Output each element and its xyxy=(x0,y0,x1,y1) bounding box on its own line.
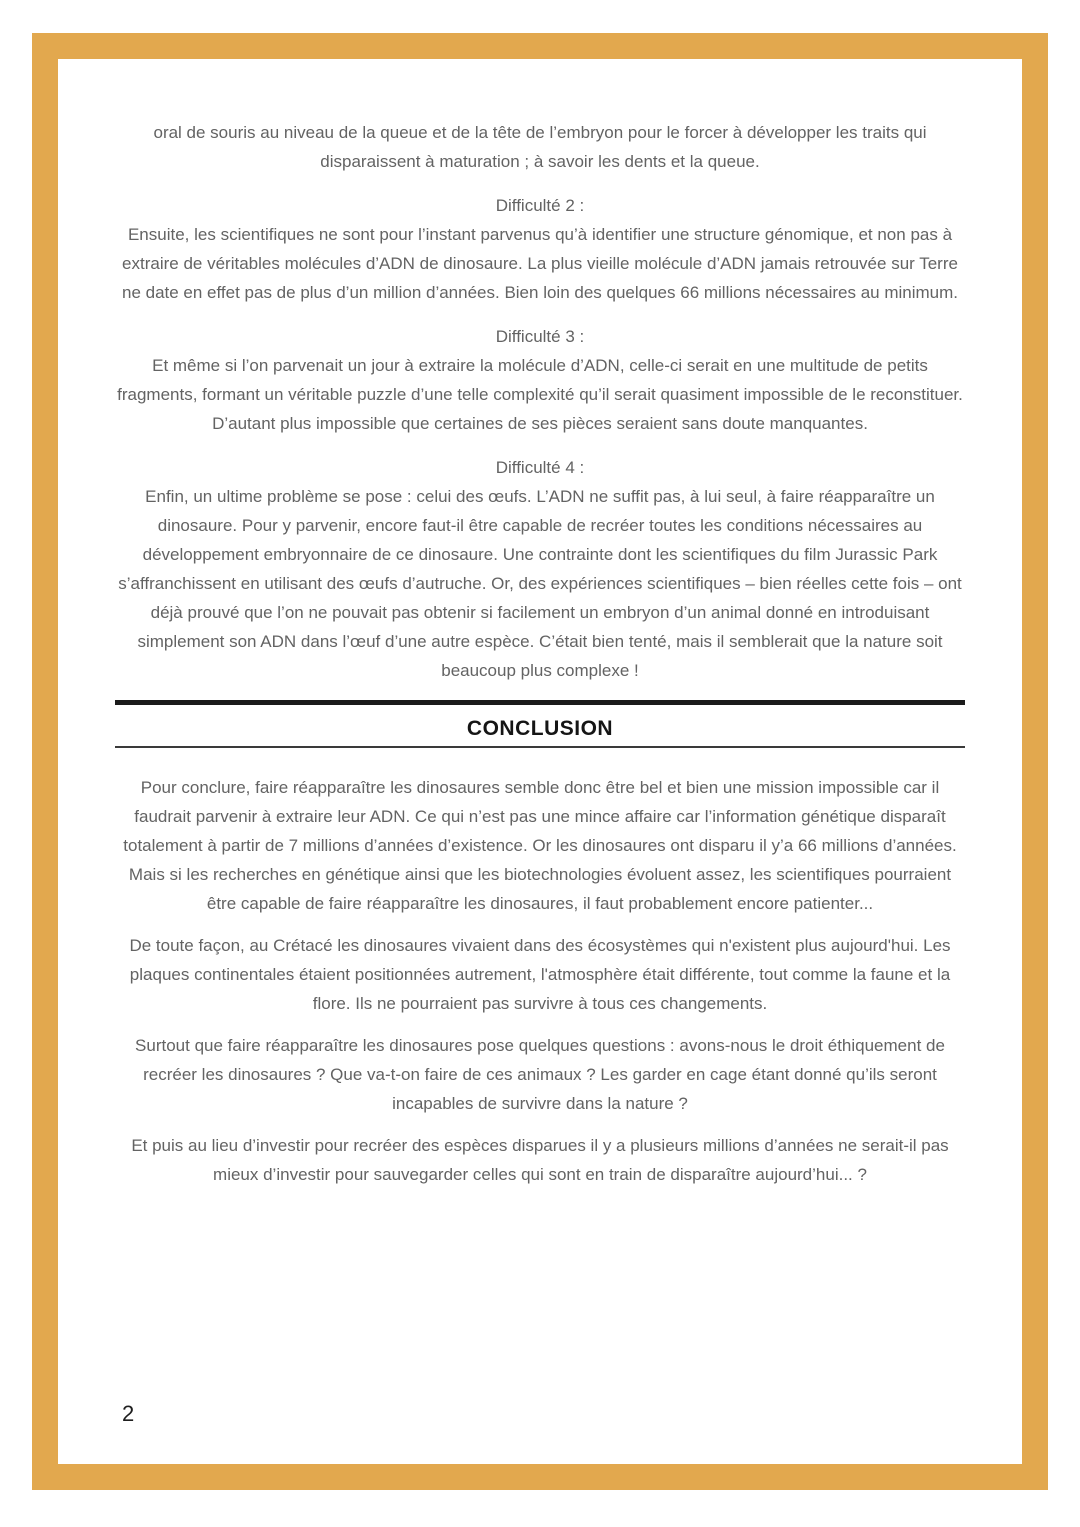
conclusion-paragraph-4: Et puis au lieu d’investir pour recréer des espèces disparues il y a plusieurs millions d’années ne serait-il pas mieux d’investir pour sauvegarder celles qui sont en train de disparaître aujourd’hui... ? xyxy=(131,1136,949,1184)
conclusion-paragraph-1: Pour conclure, faire réapparaître les dinosaures semble donc être bel et bien une mission impossible car il faudrait parvenir à extraire leur ADN. Ce qui n’est pas une mince affaire car l’information génétique disparaît totalement à partir de 7 millions d’années d’existence. Or les dinosaures ont disparu il y’a 66 millions d’années. Mais si les recherches en génétique ainsi que les biotechnologies évoluent assez, les scientifiques pourraient être capable de faire réapparaître les dinosaures, il faut probablement encore patienter... xyxy=(123,778,957,913)
conclusion-title: CONCLUSION xyxy=(466,717,614,740)
difficulty-4-heading: Difficulté 4 : xyxy=(495,458,585,477)
page-content xyxy=(115,118,965,1189)
difficulty-3-paragraph: Et même si l’on parvenait un jour à extraire la molécule d’ADN, celle-ci serait en une multitude de petits fragments, formant un véritable puzzle d’une telle complexité qu’il serait quasiment impossible de le reconstituer. D’autant plus impossible que certaines de ses pièces seraient sans doute manquantes. xyxy=(117,356,963,433)
conclusion-header-block xyxy=(115,700,965,748)
difficulty-2-heading: Difficulté 2 : xyxy=(495,196,585,215)
conclusion-paragraph-2: De toute façon, au Crétacé les dinosaures vivaient dans des écosystèmes qui n'existent plus aujourd'hui. Les plaques continentales étaient positionnées autrement, l'atmosphère était différente, tout comme la faune et la flore. Ils ne pourraient pas survivre à tous ces changements. xyxy=(129,936,951,1013)
difficulty-4-paragraph: Enfin, un ultime problème se pose : celui des œufs. L’ADN ne suffit pas, à lui seul, à faire réapparaître un dinosaure. Pour y parvenir, encore faut-il être capable de recréer toutes les conditions nécessaires au développement embryonnaire de ce dinosaure. Une contrainte dont les scientifiques du film Jurassic Park s’affranchissent en utilisant des œufs d’autruche. Or, des expériences scientifiques – bien réelles cette fois – ont déjà prouvé que l’on ne pouvait pas obtenir si facilement un embryon d’un animal donné en introduisant simplement son ADN dans l’œuf d’une autre espèce. C’était bien tenté, mais il semblerait que la nature soit beaucoup plus complexe ! xyxy=(118,487,962,680)
conclusion-paragraph-3: Surtout que faire réapparaître les dinosaures pose quelques questions : avons-nous le droit éthiquement de recréer les dinosaures ? Que va-t-on faire de ces animaux ? Les garder en cage étant donné qu’ils seront incapables de survivre dans la nature ? xyxy=(135,1036,945,1113)
difficulty-3-heading: Difficulté 3 : xyxy=(495,327,585,346)
difficulty-2-paragraph: Ensuite, les scientifiques ne sont pour l’instant parvenus qu’à identifier une structure génomique, et non pas à extraire de véritables molécules d’ADN de dinosaure. La plus vieille molécule d’ADN jamais retrouvée sur Terre ne date en effet pas de plus d’un million d’années. Bien loin des quelques 66 millions nécessaires au minimum. xyxy=(121,225,959,302)
page-number: 2 xyxy=(122,1401,135,1426)
intro-continuation-paragraph: oral de souris au niveau de la queue et de la tête de l’embryon pour le forcer à développer les traits qui disparaissent à maturation ; à savoir les dents et la queue. xyxy=(153,123,927,171)
